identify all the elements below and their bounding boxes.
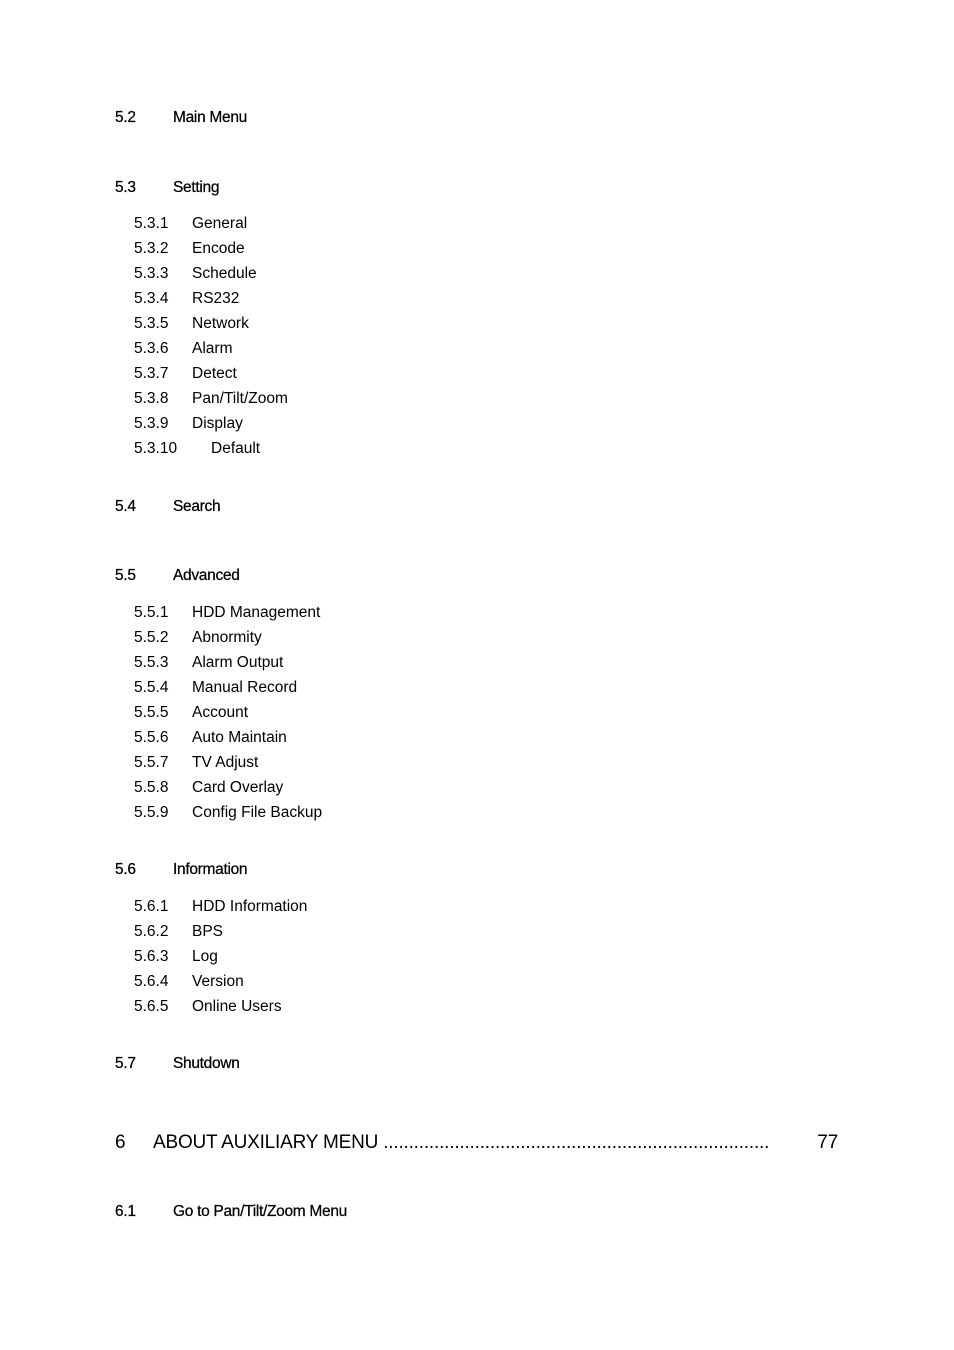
section-title: Alarm Output — [192, 654, 284, 671]
section-title: Network — [192, 315, 249, 332]
section-title: Online Users — [192, 998, 282, 1015]
section-number: 5.6.3 — [134, 948, 169, 965]
section-title: Detect — [192, 365, 237, 382]
section-number: 5.3.5 — [134, 315, 169, 332]
section-number: 5.5.9 — [134, 804, 169, 821]
section-number: 5.5 — [115, 567, 136, 584]
section-number: 5.3.2 — [134, 240, 169, 257]
section-number: 5.6.5 — [134, 998, 169, 1015]
section-title: Account — [192, 704, 249, 721]
section-number: 5.3.10 — [134, 440, 178, 457]
section-number: 5.3.4 — [134, 290, 169, 307]
section-number: 5.3.1 — [134, 215, 169, 232]
section-number: 5.5.4 — [134, 679, 169, 696]
section-title: TV Adjust — [192, 754, 259, 771]
section-title: ABOUT AUXILIARY MENU ............................................................................ — [153, 1132, 770, 1153]
section-title: RS232 — [192, 290, 240, 307]
section-title: Pan/Tilt/Zoom — [192, 390, 288, 407]
section-number: 5.3 — [115, 179, 136, 196]
section-title: Schedule — [192, 265, 257, 282]
section-number: 5.3.9 — [134, 415, 169, 432]
section-number: 5.6.4 — [134, 973, 169, 990]
section-title: Default — [211, 440, 261, 457]
section-number: 5.5.6 — [134, 729, 169, 746]
section-title: Setting — [173, 179, 220, 196]
section-title: HDD Information — [192, 898, 308, 915]
section-number: 6 — [115, 1132, 126, 1153]
section-title: Alarm — [192, 340, 233, 357]
section-number: 5.5.5 — [134, 704, 169, 721]
section-title: HDD Management — [192, 604, 321, 621]
section-number: 5.5.8 — [134, 779, 169, 796]
section-title: Card Overlay — [192, 779, 284, 796]
section-number: 5.4 — [115, 498, 136, 515]
section-title: Encode — [192, 240, 245, 257]
section-number: 5.3.3 — [134, 265, 169, 282]
section-number: 5.5.7 — [134, 754, 169, 771]
section-title: Abnormity — [192, 629, 262, 646]
section-number: 5.3.7 — [134, 365, 169, 382]
section-title: Information — [173, 861, 248, 878]
section-number: 5.3.8 — [134, 390, 169, 407]
section-number: 6.1 — [115, 1203, 136, 1220]
section-number: 5.6 — [115, 861, 136, 878]
section-number: 5.5.1 — [134, 604, 169, 621]
section-number: 5.5.3 — [134, 654, 169, 671]
section-title: Shutdown — [173, 1055, 240, 1072]
section-title: Config File Backup — [192, 804, 323, 821]
section-title: Version — [192, 973, 244, 990]
section-title: Log — [192, 948, 218, 965]
section-title: BPS — [192, 923, 224, 940]
section-number: 5.5.2 — [134, 629, 169, 646]
page-number: 77 — [817, 1132, 838, 1153]
section-number: 5.3.6 — [134, 340, 169, 357]
section-title: Go to Pan/Tilt/Zoom Menu — [173, 1203, 347, 1220]
section-title: Display — [192, 415, 243, 432]
section-number: 5.6.2 — [134, 923, 169, 940]
section-number: 5.6.1 — [134, 898, 169, 915]
section-title: Auto Maintain — [192, 729, 287, 746]
section-title: Search — [173, 498, 221, 515]
section-title: General — [192, 215, 248, 232]
section-title: Manual Record — [192, 679, 298, 696]
section-number: 5.7 — [115, 1055, 136, 1072]
section-number: 5.2 — [115, 109, 136, 126]
section-title: Advanced — [173, 567, 240, 584]
section-title: Main Menu — [173, 109, 247, 126]
